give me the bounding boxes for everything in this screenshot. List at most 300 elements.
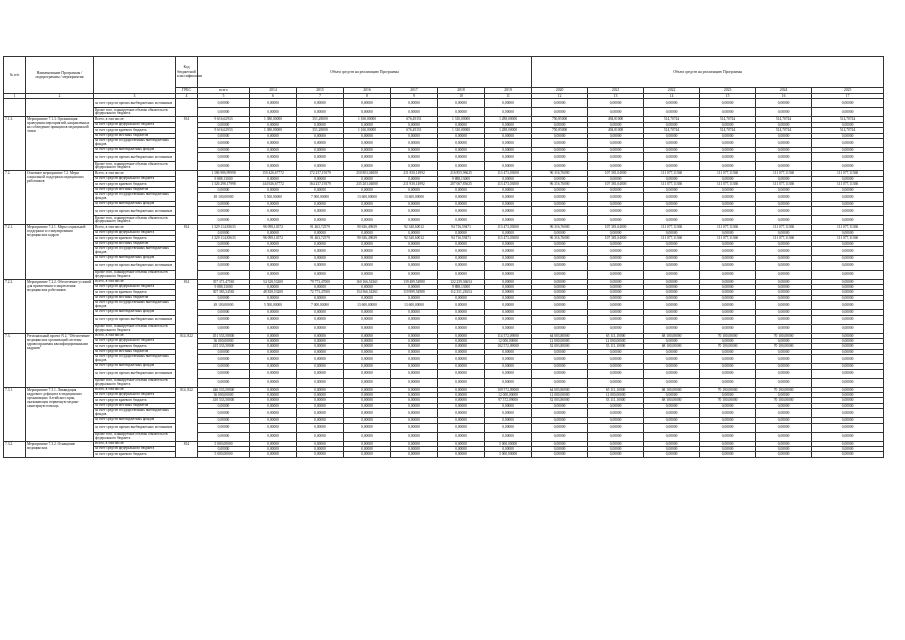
value-year: 0,00000	[588, 187, 644, 192]
value-year: 0,00000	[644, 108, 700, 117]
value-year: 113 473,03000	[485, 236, 532, 241]
value-total: 0,00000	[198, 295, 250, 300]
value-year: 0,00000	[250, 230, 297, 235]
value-year: 111 077,11360	[644, 236, 700, 241]
value-year: 0,00000	[297, 403, 344, 408]
value-year: 0,00000	[756, 241, 812, 246]
value-year: 0,00000	[297, 369, 344, 378]
value-year: 0,00000	[250, 261, 297, 270]
header-year: 2024	[756, 88, 812, 94]
value-year: 0,00000	[812, 108, 884, 117]
value-year: 0,00000	[532, 216, 588, 225]
value-year: 0,00000	[250, 187, 297, 192]
column-number: 10	[438, 94, 485, 99]
value-year: 0,00000	[588, 261, 644, 270]
value-year: 0,00000	[344, 378, 391, 387]
value-year: 0,00000	[297, 153, 344, 162]
funding-source: за счет средств федерального бюджета	[94, 122, 176, 127]
funding-source: Кроме того, планируемые объемы обязательств федерального бюджета	[94, 378, 176, 387]
funding-source: за счет средств государственных внебюджетных фондов	[94, 409, 176, 418]
value-year: 0,00000	[812, 301, 884, 310]
value-year: 0,00000	[250, 270, 297, 279]
header-group-a: Объем средств на реализацию Программы	[198, 57, 532, 88]
value-total: 36 000,00000	[198, 392, 250, 397]
value-year: 0,00000	[297, 122, 344, 127]
value-year: 90 636,49639	[344, 236, 391, 241]
value-total: 9 616,62933	[198, 117, 250, 122]
value-year: 0,00000	[485, 310, 532, 315]
funding-source: Кроме того, планируемые объемы обязательств федерального бюджета	[94, 216, 176, 225]
value-year: 0,00000	[588, 432, 644, 441]
value-year: 48 828,53200	[250, 290, 297, 295]
funding-source: за счет средств государственных внебюджетных фондов	[94, 193, 176, 202]
value-year: 0,00000	[588, 423, 644, 432]
value-year: 0,00000	[588, 270, 644, 279]
table-row	[4, 261, 884, 270]
value-total: 0,00000	[198, 148, 250, 153]
value-year: 0,00000	[250, 403, 297, 408]
value-year: 68 100,00000	[644, 344, 700, 349]
value-total: 1 326 298,17998	[198, 182, 250, 187]
value-year: 0,00000	[344, 176, 391, 181]
value-year: 0,00000	[756, 355, 812, 364]
value-year: 0,00000	[588, 241, 644, 246]
value-year: 0,00000	[812, 290, 884, 295]
funding-source: Кроме того, планируемые объемы обязательств федерального бюджета	[94, 270, 176, 279]
value-year: 7 000,00000	[297, 301, 344, 310]
value-year: 0,00000	[532, 108, 588, 117]
value-year: 0,00000	[756, 108, 812, 117]
value-year: 0,00000	[250, 284, 297, 289]
value-year: 0,00000	[644, 139, 700, 148]
value-year: 0,00000	[297, 261, 344, 270]
value-year: 0,00000	[644, 310, 700, 315]
value-year: 0,00000	[344, 392, 391, 397]
value-year: 0,00000	[644, 261, 700, 270]
value-year: 0,00000	[532, 418, 588, 423]
value-year: 12 000,00000	[532, 392, 588, 397]
value-year: 0,00000	[532, 230, 588, 235]
value-year: 0,00000	[344, 423, 391, 432]
value-year: 0,00000	[391, 344, 438, 349]
value-year: 0,00000	[700, 176, 756, 181]
value-year: 0,00000	[297, 432, 344, 441]
value-year: 0,00000	[756, 284, 812, 289]
value-year: 0,00000	[344, 153, 391, 162]
funding-source: Кроме того, планируемые объемы обязательств федерального бюджета	[94, 108, 176, 117]
column-number: 4	[176, 94, 198, 99]
header-group-b: Объем средств на реализацию Программы	[532, 57, 884, 88]
value-year: 0,00000	[756, 452, 812, 457]
value-year: 0,00000	[438, 99, 485, 108]
value-year: 0,00000	[588, 378, 644, 387]
value-year: 0,00000	[700, 369, 756, 378]
value-year: 0,00000	[588, 207, 644, 216]
value-year: 0,00000	[644, 207, 700, 216]
value-year: 91 463,72579	[297, 225, 344, 230]
value-year: 0,00000	[644, 378, 700, 387]
value-year: 0,00000	[250, 295, 297, 300]
value-year: 0,00000	[250, 441, 297, 446]
value-year: 0,00000	[391, 187, 438, 192]
funding-source: за счет средств внебюджетных фондов	[94, 418, 176, 423]
funding-source: за счет средств прочих внебюджетных источников	[94, 369, 176, 378]
value-year: 139 489,54980	[391, 279, 438, 284]
funding-source: за счет средств краевого бюджета	[94, 236, 176, 241]
value-year: 0,00000	[485, 369, 532, 378]
value-year: 113 473,03000	[485, 171, 532, 176]
table-row	[4, 409, 884, 418]
value-year: 0,00000	[532, 148, 588, 153]
funding-source: за счет средств государственных внебюджетных фондов	[94, 355, 176, 364]
value-year: 0,00000	[700, 139, 756, 148]
value-year: 0,00000	[485, 324, 532, 333]
funding-source: за счет средств внебюджетных фондов	[94, 202, 176, 207]
value-year: 0,00000	[391, 398, 438, 403]
value-year: 0,00000	[644, 284, 700, 289]
measure-name: Мероприятие 7.3.2. Оснащение медицинских	[26, 441, 94, 457]
value-year: 111 077,11360	[700, 236, 756, 241]
value-year: 0,00000	[812, 153, 884, 162]
value-year: 0,00000	[250, 162, 297, 171]
value-year: 0,00000	[700, 324, 756, 333]
value-year: 0,00000	[391, 295, 438, 300]
value-year: 0,00000	[532, 162, 588, 171]
row-index: 7.3.2.	[4, 441, 26, 457]
value-year: 0,00000	[812, 441, 884, 446]
value-year: 0,00000	[344, 270, 391, 279]
funding-source: за счет средств прочих внебюджетных источников	[94, 261, 176, 270]
value-year: 0,00000	[250, 153, 297, 162]
value-year: 0,00000	[700, 202, 756, 207]
value-year: 0,00000	[297, 162, 344, 171]
value-year: 0,00000	[391, 392, 438, 397]
value-year: 0,00000	[532, 447, 588, 452]
value-year: 0,00000	[485, 122, 532, 127]
value-year: 70 100,00000	[700, 398, 756, 403]
value-year: 1 310,00000	[438, 128, 485, 133]
value-year: 0,00000	[297, 207, 344, 216]
value-year: 0,00000	[812, 187, 884, 192]
value-year: 0,00000	[344, 148, 391, 153]
table-row	[4, 99, 884, 108]
value-year: 107 381,04000	[588, 171, 644, 176]
value-year: 0,00000	[812, 418, 884, 423]
value-year: 0,00000	[344, 364, 391, 369]
value-year: 0,00000	[756, 122, 812, 127]
value-year: 0,00000	[588, 99, 644, 108]
value-year: 0,00000	[588, 349, 644, 354]
value-year: 0,00000	[700, 108, 756, 117]
value-year: 351,28000	[297, 128, 344, 133]
value-year: 96 316,76000	[532, 236, 588, 241]
value-year: 0,00000	[532, 247, 588, 256]
value-year: 0,00000	[485, 247, 532, 256]
value-year: 150 426,67772	[250, 171, 297, 176]
value-year: 0,00000	[756, 176, 812, 181]
value-year: 0,00000	[588, 108, 644, 117]
value-year: 1 310,00000	[438, 117, 485, 122]
value-year: 0,00000	[532, 207, 588, 216]
value-year: 0,00000	[250, 387, 297, 392]
value-year: 5 500,00000	[250, 193, 297, 202]
value-year: 0,00000	[532, 176, 588, 181]
measure-name: Основное мероприятие 7.2. Меры социальной поддержки медицинских работников	[26, 171, 94, 225]
header-year: 2019	[485, 88, 532, 94]
measure-name	[26, 99, 94, 117]
value-year: 0,00000	[344, 418, 391, 423]
value-year: 0,00000	[756, 279, 812, 284]
value-year: 676,49151	[391, 117, 438, 122]
value-year: 0,00000	[588, 122, 644, 127]
value-year: 70 100,00000	[700, 333, 756, 338]
value-year: 0,00000	[756, 290, 812, 295]
value-total: 0,00000	[198, 247, 250, 256]
funding-source: Всего, в том числе:	[94, 171, 176, 176]
value-year: 0,00000	[532, 355, 588, 364]
value-year: 0,00000	[485, 153, 532, 162]
funding-source: за счет средств федерального бюджета	[94, 230, 176, 235]
value-year: 53 111,10000	[588, 398, 644, 403]
header-num: № п/п	[4, 57, 26, 94]
value-year: 96 098,14572	[250, 236, 297, 241]
value-year: 7 000,00000	[297, 193, 344, 202]
value-year: 0,00000	[344, 324, 391, 333]
value-year: 0,00000	[644, 364, 700, 369]
value-year: 5 500,00000	[250, 301, 297, 310]
table-row	[4, 207, 884, 216]
value-year: 0,00000	[756, 441, 812, 446]
value-total: 0,00000	[198, 409, 250, 418]
value-year: 0,00000	[391, 153, 438, 162]
header-year: 2017	[391, 88, 438, 94]
value-year: 0,00000	[644, 409, 700, 418]
value-year: 0,00000	[250, 241, 297, 246]
value-year: 514,70744	[756, 128, 812, 133]
value-year: 0,00000	[700, 295, 756, 300]
table-row	[4, 315, 884, 324]
value-year: 0,00000	[438, 338, 485, 343]
value-year: 0,00000	[250, 409, 297, 418]
value-year: 0,00000	[588, 409, 644, 418]
value-year: 0,00000	[532, 432, 588, 441]
value-year: 0,00000	[700, 247, 756, 256]
funding-source: за счет средств внебюджетных фондов	[94, 256, 176, 261]
column-number: 16	[756, 94, 812, 99]
value-year: 0,00000	[297, 338, 344, 343]
value-year: 0,00000	[344, 409, 391, 418]
value-year: 0,00000	[532, 241, 588, 246]
value-year: 0,00000	[391, 241, 438, 246]
value-year: 0,00000	[485, 432, 532, 441]
value-year: 0,00000	[700, 193, 756, 202]
value-year: 0,00000	[532, 324, 588, 333]
value-year: 96 316,76000	[532, 171, 588, 176]
value-year: 0,00000	[588, 256, 644, 261]
value-year: 207 067,83625	[438, 182, 485, 187]
value-year: 102 572,09000	[485, 344, 532, 349]
value-year: 0,00000	[344, 202, 391, 207]
table-row	[4, 452, 884, 457]
value-year: 0,00000	[644, 447, 700, 452]
column-number: 12	[532, 94, 588, 99]
value-year: 96 316,76000	[532, 182, 588, 187]
value-year: 0,00000	[700, 133, 756, 138]
value-year: 154 566,54361	[344, 290, 391, 295]
value-year: 0,00000	[344, 122, 391, 127]
value-total: 451 533,58000	[198, 333, 250, 338]
value-year: 0,00000	[391, 387, 438, 392]
measure-name: Региональный проект N 2. "Обеспечение медицинских организаций системы здравоохранения квалифицированными кадрами"	[26, 333, 94, 387]
column-number: 2	[26, 94, 94, 99]
value-year: 0,00000	[588, 369, 644, 378]
value-year: 0,00000	[297, 398, 344, 403]
value-year: 0,00000	[438, 432, 485, 441]
value-year: 0,00000	[250, 247, 297, 256]
value-year: 0,00000	[532, 256, 588, 261]
header-year: 2020	[532, 88, 588, 94]
table-row	[4, 139, 884, 148]
value-year: 0,00000	[438, 447, 485, 452]
value-total: 0,00000	[198, 418, 250, 423]
value-year: 0,00000	[756, 99, 812, 108]
measure-name: Мероприятие 7.2.2. Обеспечение условий для привлечения и закрепления медицинских работников	[26, 279, 94, 333]
value-year: 0,00000	[485, 355, 532, 364]
value-year: 52 003,80000	[532, 344, 588, 349]
value-year: 0,00000	[485, 301, 532, 310]
value-total: 0,00000	[198, 270, 250, 279]
value-year: 0,00000	[588, 216, 644, 225]
table-row	[4, 301, 884, 310]
value-year: 0,00000	[756, 378, 812, 387]
value-year: 0,00000	[297, 256, 344, 261]
value-year: 0,00000	[391, 418, 438, 423]
funding-source: за счет средств внебюджетных фондов	[94, 364, 176, 369]
value-year: 0,00000	[438, 378, 485, 387]
value-year: 0,00000	[485, 315, 532, 324]
column-number: 6	[250, 94, 297, 99]
value-year: 351,28000	[297, 117, 344, 122]
value-year: 0,00000	[485, 349, 532, 354]
row-index	[4, 99, 26, 117]
value-year: 0,00000	[250, 452, 297, 457]
value-year: 70 100,00000	[700, 387, 756, 392]
value-year: 0,00000	[297, 418, 344, 423]
table-row	[4, 423, 884, 432]
value-year: 231 830,14992	[391, 171, 438, 176]
funding-source: Всего, в том числе:	[94, 225, 176, 230]
funding-source: за счет средств местных бюджетов	[94, 241, 176, 246]
value-year: 0,00000	[700, 432, 756, 441]
table-row	[4, 153, 884, 162]
value-year: 111 077,11360	[756, 171, 812, 176]
value-year: 107 381,04000	[588, 182, 644, 187]
value-year: 0,00000	[250, 369, 297, 378]
value-year: 0,00000	[532, 290, 588, 295]
value-year: 0,00000	[250, 122, 297, 127]
value-year: 94 716,59471	[438, 236, 485, 241]
value-year: 0,00000	[756, 295, 812, 300]
value-year: 0,00000	[438, 344, 485, 349]
value-year: 0,00000	[588, 418, 644, 423]
value-year: 0,00000	[250, 378, 297, 387]
value-year: 64 003,80000	[532, 333, 588, 338]
value-year: 0,00000	[485, 202, 532, 207]
value-year: 514,70744	[644, 117, 700, 122]
funding-source: за счет средств государственных внебюджетных фондов	[94, 139, 176, 148]
value-year: 0,00000	[812, 403, 884, 408]
value-year: 0,00000	[485, 290, 532, 295]
value-year: 514,70744	[700, 117, 756, 122]
value-year: 0,00000	[756, 409, 812, 418]
funding-source: Кроме того, планируемые объемы обязательств федерального бюджета	[94, 162, 176, 171]
value-year: 12 000,00000	[485, 338, 532, 343]
value-year: 0,00000	[644, 338, 700, 343]
value-year: 0,00000	[250, 398, 297, 403]
value-year: 0,00000	[297, 187, 344, 192]
value-year: 0,00000	[644, 324, 700, 333]
value-year: 0,00000	[344, 256, 391, 261]
value-year: 119 889,54980	[391, 290, 438, 295]
funding-source: за счет средств краевого бюджета	[94, 452, 176, 457]
value-year: 0,00000	[438, 310, 485, 315]
value-year: 0,00000	[250, 324, 297, 333]
value-year: 0,00000	[644, 153, 700, 162]
value-year: 0,00000	[756, 364, 812, 369]
value-total: 0,00000	[198, 256, 250, 261]
value-total: 0,00000	[198, 369, 250, 378]
value-year: 1 160,00000	[344, 117, 391, 122]
value-year: 0,00000	[438, 122, 485, 127]
value-year: 5 000,00000	[485, 441, 532, 446]
value-year: 122 239,36654	[438, 279, 485, 284]
value-year: 0,00000	[700, 241, 756, 246]
value-year: 0,00000	[297, 133, 344, 138]
value-year: 0,00000	[812, 423, 884, 432]
value-year: 0,00000	[812, 230, 884, 235]
value-year: 0,00000	[438, 241, 485, 246]
value-year: 0,00000	[644, 230, 700, 235]
value-year: 0,00000	[438, 270, 485, 279]
value-year: 0,00000	[588, 355, 644, 364]
row-index: 7.1.3.	[4, 117, 26, 171]
value-year: 0,00000	[700, 349, 756, 354]
funding-source: за счет средств местных бюджетов	[94, 403, 176, 408]
column-number: 8	[344, 94, 391, 99]
value-year: 0,00000	[485, 148, 532, 153]
column-number: 9	[391, 94, 438, 99]
column-number: 13	[588, 94, 644, 99]
value-year: 0,00000	[344, 207, 391, 216]
value-year: 0,00000	[812, 338, 884, 343]
value-total: 0,00000	[198, 315, 250, 324]
value-year: 12 000,00000	[485, 392, 532, 397]
value-year: 0,00000	[344, 261, 391, 270]
value-year: 0,00000	[438, 441, 485, 446]
value-year: 0,00000	[532, 310, 588, 315]
value-year: 52 003,80000	[532, 398, 588, 403]
value-year: 0,00000	[438, 452, 485, 457]
value-year: 0,00000	[438, 108, 485, 117]
value-year: 0,00000	[391, 148, 438, 153]
value-year: 107 381,04000	[588, 236, 644, 241]
value-year: 0,00000	[391, 333, 438, 338]
header-year: 2016	[344, 88, 391, 94]
value-year: 0,00000	[756, 315, 812, 324]
value-year: 0,00000	[250, 108, 297, 117]
value-total: 0,00000	[198, 162, 250, 171]
value-year: 0,00000	[485, 99, 532, 108]
